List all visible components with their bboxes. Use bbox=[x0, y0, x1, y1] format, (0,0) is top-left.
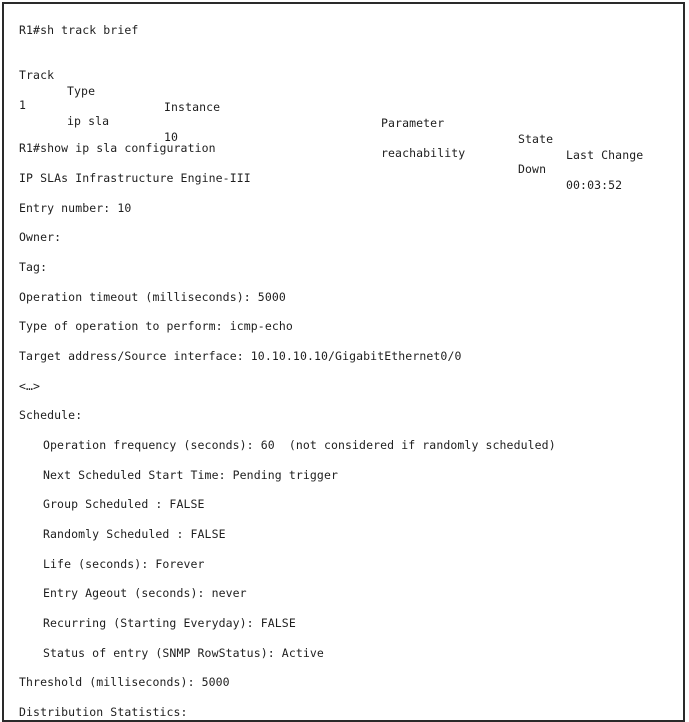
header-state: State bbox=[518, 132, 554, 146]
row-last-change: 00:03:52 bbox=[566, 178, 623, 192]
row-type: ip sla bbox=[67, 114, 110, 128]
schedule-item: Group Scheduled : FALSE bbox=[43, 497, 205, 511]
ellipsis-line: <…> bbox=[19, 379, 41, 393]
schedule-item: Next Scheduled Start Time: Pending trigger bbox=[43, 468, 338, 482]
row-parameter: reachability bbox=[381, 146, 466, 160]
operation-type-line: Type of operation to perform: icmp-echo bbox=[19, 319, 293, 333]
row-track: 1 bbox=[19, 98, 27, 112]
schedule-item: Life (seconds): Forever bbox=[43, 557, 205, 571]
engine-line: IP SLAs Infrastructure Engine-III bbox=[19, 171, 251, 185]
header-track: Track bbox=[19, 68, 55, 82]
schedule-item: Entry Ageout (seconds): never bbox=[43, 586, 247, 600]
schedule-line: Schedule: bbox=[19, 408, 83, 422]
track-command: R1#sh track brief bbox=[19, 23, 139, 37]
sla-command: R1#show ip sla configuration bbox=[19, 141, 216, 155]
schedule-item: Randomly Scheduled : FALSE bbox=[43, 527, 226, 541]
entry-number-line: Entry number: 10 bbox=[19, 201, 132, 215]
operation-timeout-line: Operation timeout (milliseconds): 5000 bbox=[19, 290, 286, 304]
owner-line: Owner: bbox=[19, 230, 62, 244]
schedule-item: Recurring (Starting Everyday): FALSE bbox=[43, 616, 296, 630]
threshold-line: Threshold (milliseconds): 5000 bbox=[19, 675, 230, 689]
schedule-item: Status of entry (SNMP RowStatus): Active bbox=[43, 646, 324, 660]
distribution-line: Distribution Statistics: bbox=[19, 705, 188, 719]
target-address-line: Target address/Source interface: 10.10.10.10/GigabitEthernet0/0 bbox=[19, 349, 462, 363]
header-type: Type bbox=[67, 84, 96, 98]
schedule-item: Operation frequency (seconds): 60 (not considered if randomly scheduled) bbox=[43, 438, 556, 452]
row-state: Down bbox=[518, 162, 547, 176]
header-parameter: Parameter bbox=[381, 116, 445, 130]
header-last-change: Last Change bbox=[566, 148, 644, 162]
row-instance: 10 bbox=[164, 130, 179, 144]
header-instance: Instance bbox=[164, 100, 221, 114]
tag-line: Tag: bbox=[19, 260, 48, 274]
